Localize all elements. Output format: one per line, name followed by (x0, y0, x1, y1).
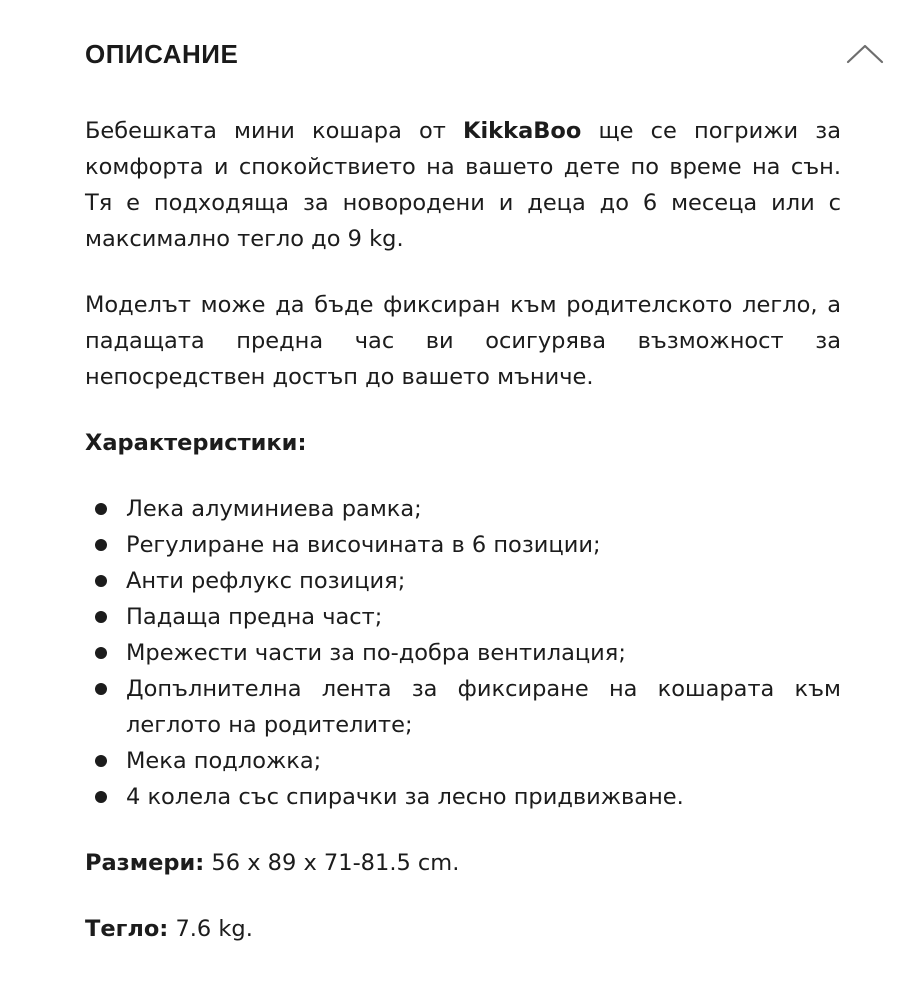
list-item (85, 743, 841, 779)
intro-paragraph (85, 113, 841, 257)
list-item (85, 599, 841, 635)
weight-line (85, 911, 841, 947)
bullet-icon (95, 683, 107, 695)
list-item (85, 779, 841, 815)
list-item (85, 491, 841, 527)
dimensions-label: Размери: (85, 850, 205, 876)
bullet-icon (95, 755, 107, 767)
bullet-icon (95, 539, 107, 551)
features-heading: Характеристики: (85, 430, 307, 456)
bullet-icon (95, 791, 107, 803)
feature-text: Анти рефлукс позиция; (126, 568, 406, 594)
mounting-paragraph: Моделът може да бъде фиксиран към родителското легло, а падащата предна час ви осигурява възможност за непосредствен достъп до вашето мъниче. (85, 292, 841, 390)
intro-text-end: ще се погрижи за комфорта и спокойствието на вашето дете по време на сън. Тя е подходяща за новородени и деца до 6 месеца или с максимално тегло до 9 kg. (85, 118, 841, 252)
feature-text: Мека подложка; (126, 748, 322, 774)
feature-text: Лека алуминиева рамка; (126, 496, 422, 522)
section-title: ОПИСАНИЕ (85, 38, 239, 69)
intro-text-start: Бебешката мини кошара от (85, 118, 464, 144)
list-item (85, 527, 841, 563)
dimensions-value: 56 x 89 x 71-81.5 cm. (204, 850, 460, 876)
weight-value: 7.6 kg. (168, 916, 253, 942)
bullet-icon (95, 503, 107, 515)
list-item (85, 671, 841, 743)
bullet-icon (95, 611, 107, 623)
features-list (85, 491, 841, 815)
weight-label: Тегло: (85, 916, 169, 942)
feature-text: Мрежести части за по-добра вентилация; (126, 640, 626, 666)
list-item (85, 635, 841, 671)
list-item (85, 563, 841, 599)
dimensions-line (85, 845, 841, 881)
feature-text: Падаща предна част; (126, 604, 383, 630)
chevron-up-icon[interactable] (845, 42, 885, 66)
description-section-header[interactable] (85, 34, 885, 74)
feature-text: Допълнителна лента за фиксиране на кошарата към леглото на родителите; (126, 676, 841, 738)
brand-name: KikkaBoo (463, 118, 582, 144)
description-body (85, 113, 841, 947)
feature-text: 4 колела със спирачки за лесно придвижване. (126, 784, 684, 810)
bullet-icon (95, 647, 107, 659)
bullet-icon (95, 575, 107, 587)
feature-text: Регулиране на височината в 6 позиции; (126, 532, 601, 558)
